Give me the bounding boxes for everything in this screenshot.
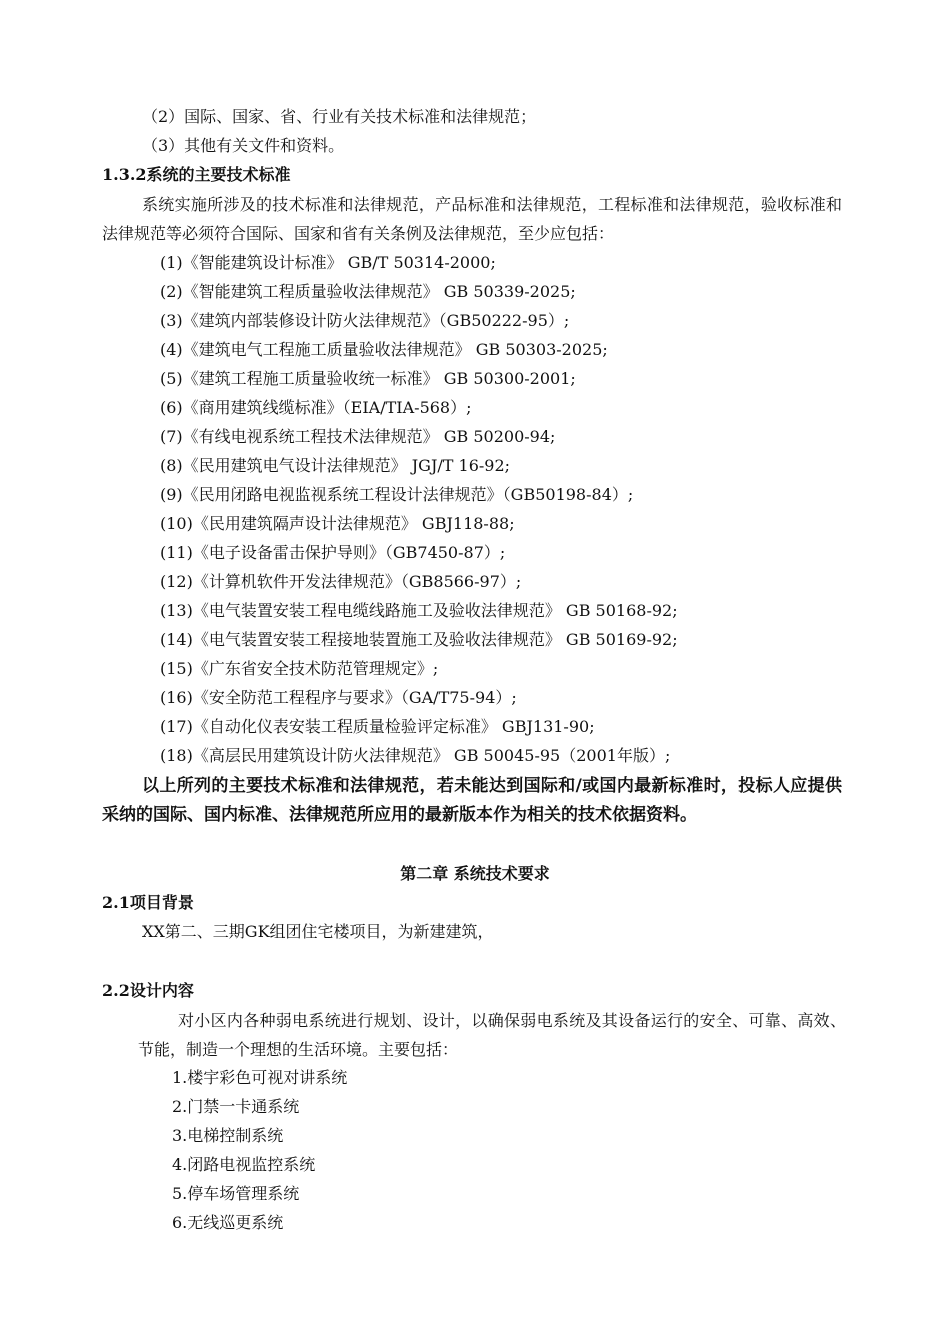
standard-item: (2)《智能建筑工程质量验收法律规范》 GB 50339-2025; bbox=[160, 282, 576, 301]
standard-item: (9)《民用闭路电视监视系统工程设计法律规范》（GB50198-84）; bbox=[160, 485, 634, 504]
standard-item: (7)《有线电视系统工程技术法律规范》 GB 50200-94; bbox=[160, 427, 556, 446]
chapter-title: 第二章 系统技术要求 bbox=[400, 864, 550, 883]
standard-item: (5)《建筑工程施工质量验收统一标准》 GB 50300-2001; bbox=[160, 369, 576, 388]
standard-item: (8)《民用建筑电气设计法律规范》 JGJ/T 16-92; bbox=[160, 456, 511, 475]
standard-item: (11)《电子设备雷击保护导则》（GB7450-87）; bbox=[160, 543, 506, 562]
system-list-item: 2.门禁一卡通系统 bbox=[172, 1097, 300, 1116]
standard-item: (6)《商用建筑线缆标准》（EIA/TIA-568）; bbox=[160, 398, 472, 417]
system-list-item: 4.闭路电视监控系统 bbox=[172, 1155, 316, 1174]
system-list-item: 5.停车场管理系统 bbox=[172, 1184, 300, 1203]
standard-item: (18)《高层民用建筑设计防火法律规范》 GB 50045-95（2001年版）; bbox=[160, 746, 671, 765]
standard-item: (12)《计算机软件开发法律规范》（GB8566-97）; bbox=[160, 572, 522, 591]
standards-note-paragraph: 以上所列的主要技术标准和法律规范，若未能达到国际和/或国内最新标准时，投标人应提供采纳的国际、国内标准、法律规范所应用的最新版本作为相关的技术依据资料。 bbox=[102, 776, 842, 825]
standard-item: (15)《广东省安全技术防范管理规定》; bbox=[160, 659, 439, 678]
standard-item: (14)《电气装置安装工程接地装置施工及验收法律规范》 GB 50169-92; bbox=[160, 630, 678, 649]
list-item-references-3: （3）其他有关文件和资料。 bbox=[142, 136, 345, 155]
standard-item: (10)《民用建筑隔声设计法律规范》 GBJ118-88; bbox=[160, 514, 515, 533]
section-heading-1-3-2: 1.3.2系统的主要技术标准 bbox=[102, 165, 291, 184]
standards-intro-paragraph: 系统实施所涉及的技术标准和法律规范，产品标准和法律规范，工程标准和法律规范，验收标准和法律规范等必须符合国际、国家和省有关条例及法律规范，至少应包括： bbox=[102, 195, 842, 243]
project-background-text: XX第二、三期GK组团住宅楼项目，为新建建筑， bbox=[142, 922, 494, 941]
system-list-item: 6.无线巡更系统 bbox=[172, 1213, 284, 1232]
design-content-paragraph: 对小区内各种弱电系统进行规划、设计，以确保弱电系统及其设备运行的安全、可靠、高效、节能，制造一个理想的生活环境。主要包括： bbox=[138, 1011, 846, 1059]
system-list-item: 3.电梯控制系统 bbox=[172, 1126, 284, 1145]
system-list-item: 1.楼宇彩色可视对讲系统 bbox=[172, 1068, 348, 1087]
standard-item: (1)《智能建筑设计标准》 GB/T 50314-2000; bbox=[160, 253, 496, 272]
section-heading-2-2: 2.2设计内容 bbox=[102, 981, 194, 1000]
standard-item: (13)《电气装置安装工程电缆线路施工及验收法律规范》 GB 50168-92; bbox=[160, 601, 678, 620]
standard-item: (4)《建筑电气工程施工质量验收法律规范》 GB 50303-2025; bbox=[160, 340, 608, 359]
standard-item: (16)《安全防范工程程序与要求》（GA/T75-94）; bbox=[160, 688, 517, 707]
standard-item: (17)《自动化仪表安装工程质量检验评定标准》 GBJ131-90; bbox=[160, 717, 595, 736]
section-heading-2-1: 2.1项目背景 bbox=[102, 893, 194, 912]
standard-item: (3)《建筑内部装修设计防火法律规范》（GB50222-95）; bbox=[160, 311, 570, 330]
list-item-references-2: （2）国际、国家、省、行业有关技术标准和法律规范； bbox=[142, 107, 537, 126]
